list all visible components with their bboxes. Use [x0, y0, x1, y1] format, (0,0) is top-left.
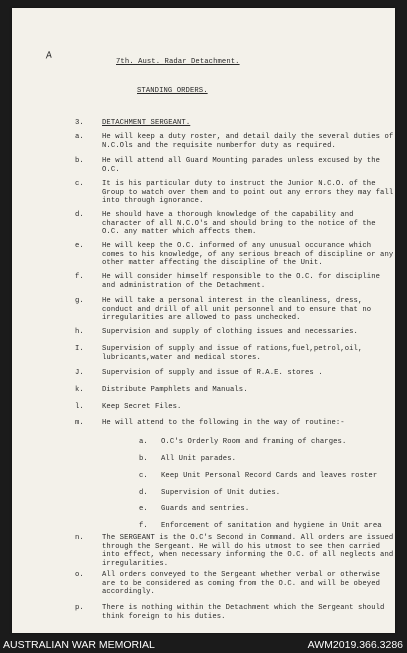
- item-label: c.: [75, 180, 84, 188]
- subitem-text: Enforcement of sanitation and hygiene in Unit area: [161, 522, 382, 530]
- item-text: Supervision of supply and issue of R.A.E. stores .: [102, 369, 323, 377]
- section-number: 3.: [75, 119, 84, 127]
- subitem-text: Guards and sentries.: [161, 505, 250, 513]
- item-text: He will take a personal interest in the cleanliness, dress, conduct and drill of all unit personnel and to ensure that no irregularities are allowed to pass unchecked.: [102, 297, 372, 323]
- item-text: He will attend all Guard Mounting parades unless excused by the O.C.: [102, 157, 381, 174]
- item-label: f.: [75, 273, 84, 281]
- subitem-label: c.: [139, 472, 148, 480]
- item-text: Supervision of supply and issue of rations,fuel,petrol,oil, lubricants,water and medical stores.: [102, 345, 363, 362]
- item-text: There is nothing within the Detachment which the Sergeant should think foreign to his duties.: [102, 604, 385, 621]
- subitem-text: All Unit parades.: [161, 455, 237, 463]
- item-label: o.: [75, 571, 84, 579]
- item-text: Distribute Pamphlets and Manuals.: [102, 386, 248, 394]
- item-text: Keep Secret Files.: [102, 403, 182, 411]
- item-label: h.: [75, 328, 84, 336]
- item-label: g.: [75, 297, 84, 305]
- item-label: e.: [75, 242, 84, 250]
- subitem-label: f.: [139, 522, 148, 530]
- item-label: d.: [75, 211, 84, 219]
- item-label: m.: [75, 419, 84, 427]
- archive-footer: [0, 637, 407, 653]
- item-text: The SERGEANT is the O.C's Second in Command. All orders are issued through the Sergeant. He will do his utmost to see then carried into effect, when necessary informing the O.C. of all neglects and irregularities.: [102, 534, 394, 568]
- item-label: b.: [75, 157, 84, 165]
- subitem-label: e.: [139, 505, 148, 513]
- item-label: a.: [75, 133, 84, 141]
- item-label: n.: [75, 534, 84, 542]
- item-label: I.: [75, 345, 84, 353]
- item-text: All orders conveyed to the Sergeant whether verbal or otherwise are to be considered as coming from the O.C. and will be obeyed accordingly.: [102, 571, 381, 597]
- item-text: He will keep a duty roster, and detail daily the several duties of N.C.Ols and the requisite numberfor duty as required.: [102, 133, 394, 150]
- item-label: J.: [75, 369, 84, 377]
- subitem-label: b.: [139, 455, 148, 463]
- item-label: l.: [75, 403, 84, 411]
- section-title: DETACHMENT SERGEANT.: [102, 119, 191, 127]
- item-label: k.: [75, 386, 84, 394]
- item-text: He will attend to the following in the way of routine:-: [102, 419, 345, 427]
- document-body: [12, 8, 395, 633]
- item-text: It is his particular duty to instruct the Junior N.C.O. of the Group to watch over them and to point out any errors they may fall into through ignorance.: [102, 180, 394, 206]
- item-text: He should have a thorough knowledge of the capability and character of all N.C.O's and should bring to the notice of the O.C. any matter which affects them.: [102, 211, 376, 237]
- subitem-text: Keep Unit Personal Record Cards and leaves roster: [161, 472, 378, 480]
- footer-institution: AUSTRALIAN WAR MEMORIAL: [3, 639, 155, 651]
- footer-accession-number: AWM2019.366.3286: [307, 639, 403, 651]
- subitem-label: a.: [139, 438, 148, 446]
- item-text: Supervision and supply of clothing issues and necessaries.: [102, 328, 358, 336]
- handwritten-mark: A: [45, 50, 53, 63]
- subitem-text: Supervision of Unit duties.: [161, 489, 281, 497]
- subitem-text: O.C's Orderly Room and framing of charges.: [161, 438, 347, 446]
- document-subtitle: STANDING ORDERS.: [137, 87, 208, 95]
- document-page: [12, 8, 395, 633]
- item-text: He will consider himself responsible to the O.C. for discipline and administration of the Detachment.: [102, 273, 381, 290]
- item-label: p.: [75, 604, 84, 612]
- subitem-label: d.: [139, 489, 148, 497]
- document-title: 7th. Aust. Radar Detachment.: [116, 58, 240, 66]
- item-text: He will keep the O.C. informed of any unusual occurance which comes to his knowledge, of any serious breach of discipline or any other matter affecting the discipline of the Unit.: [102, 242, 394, 268]
